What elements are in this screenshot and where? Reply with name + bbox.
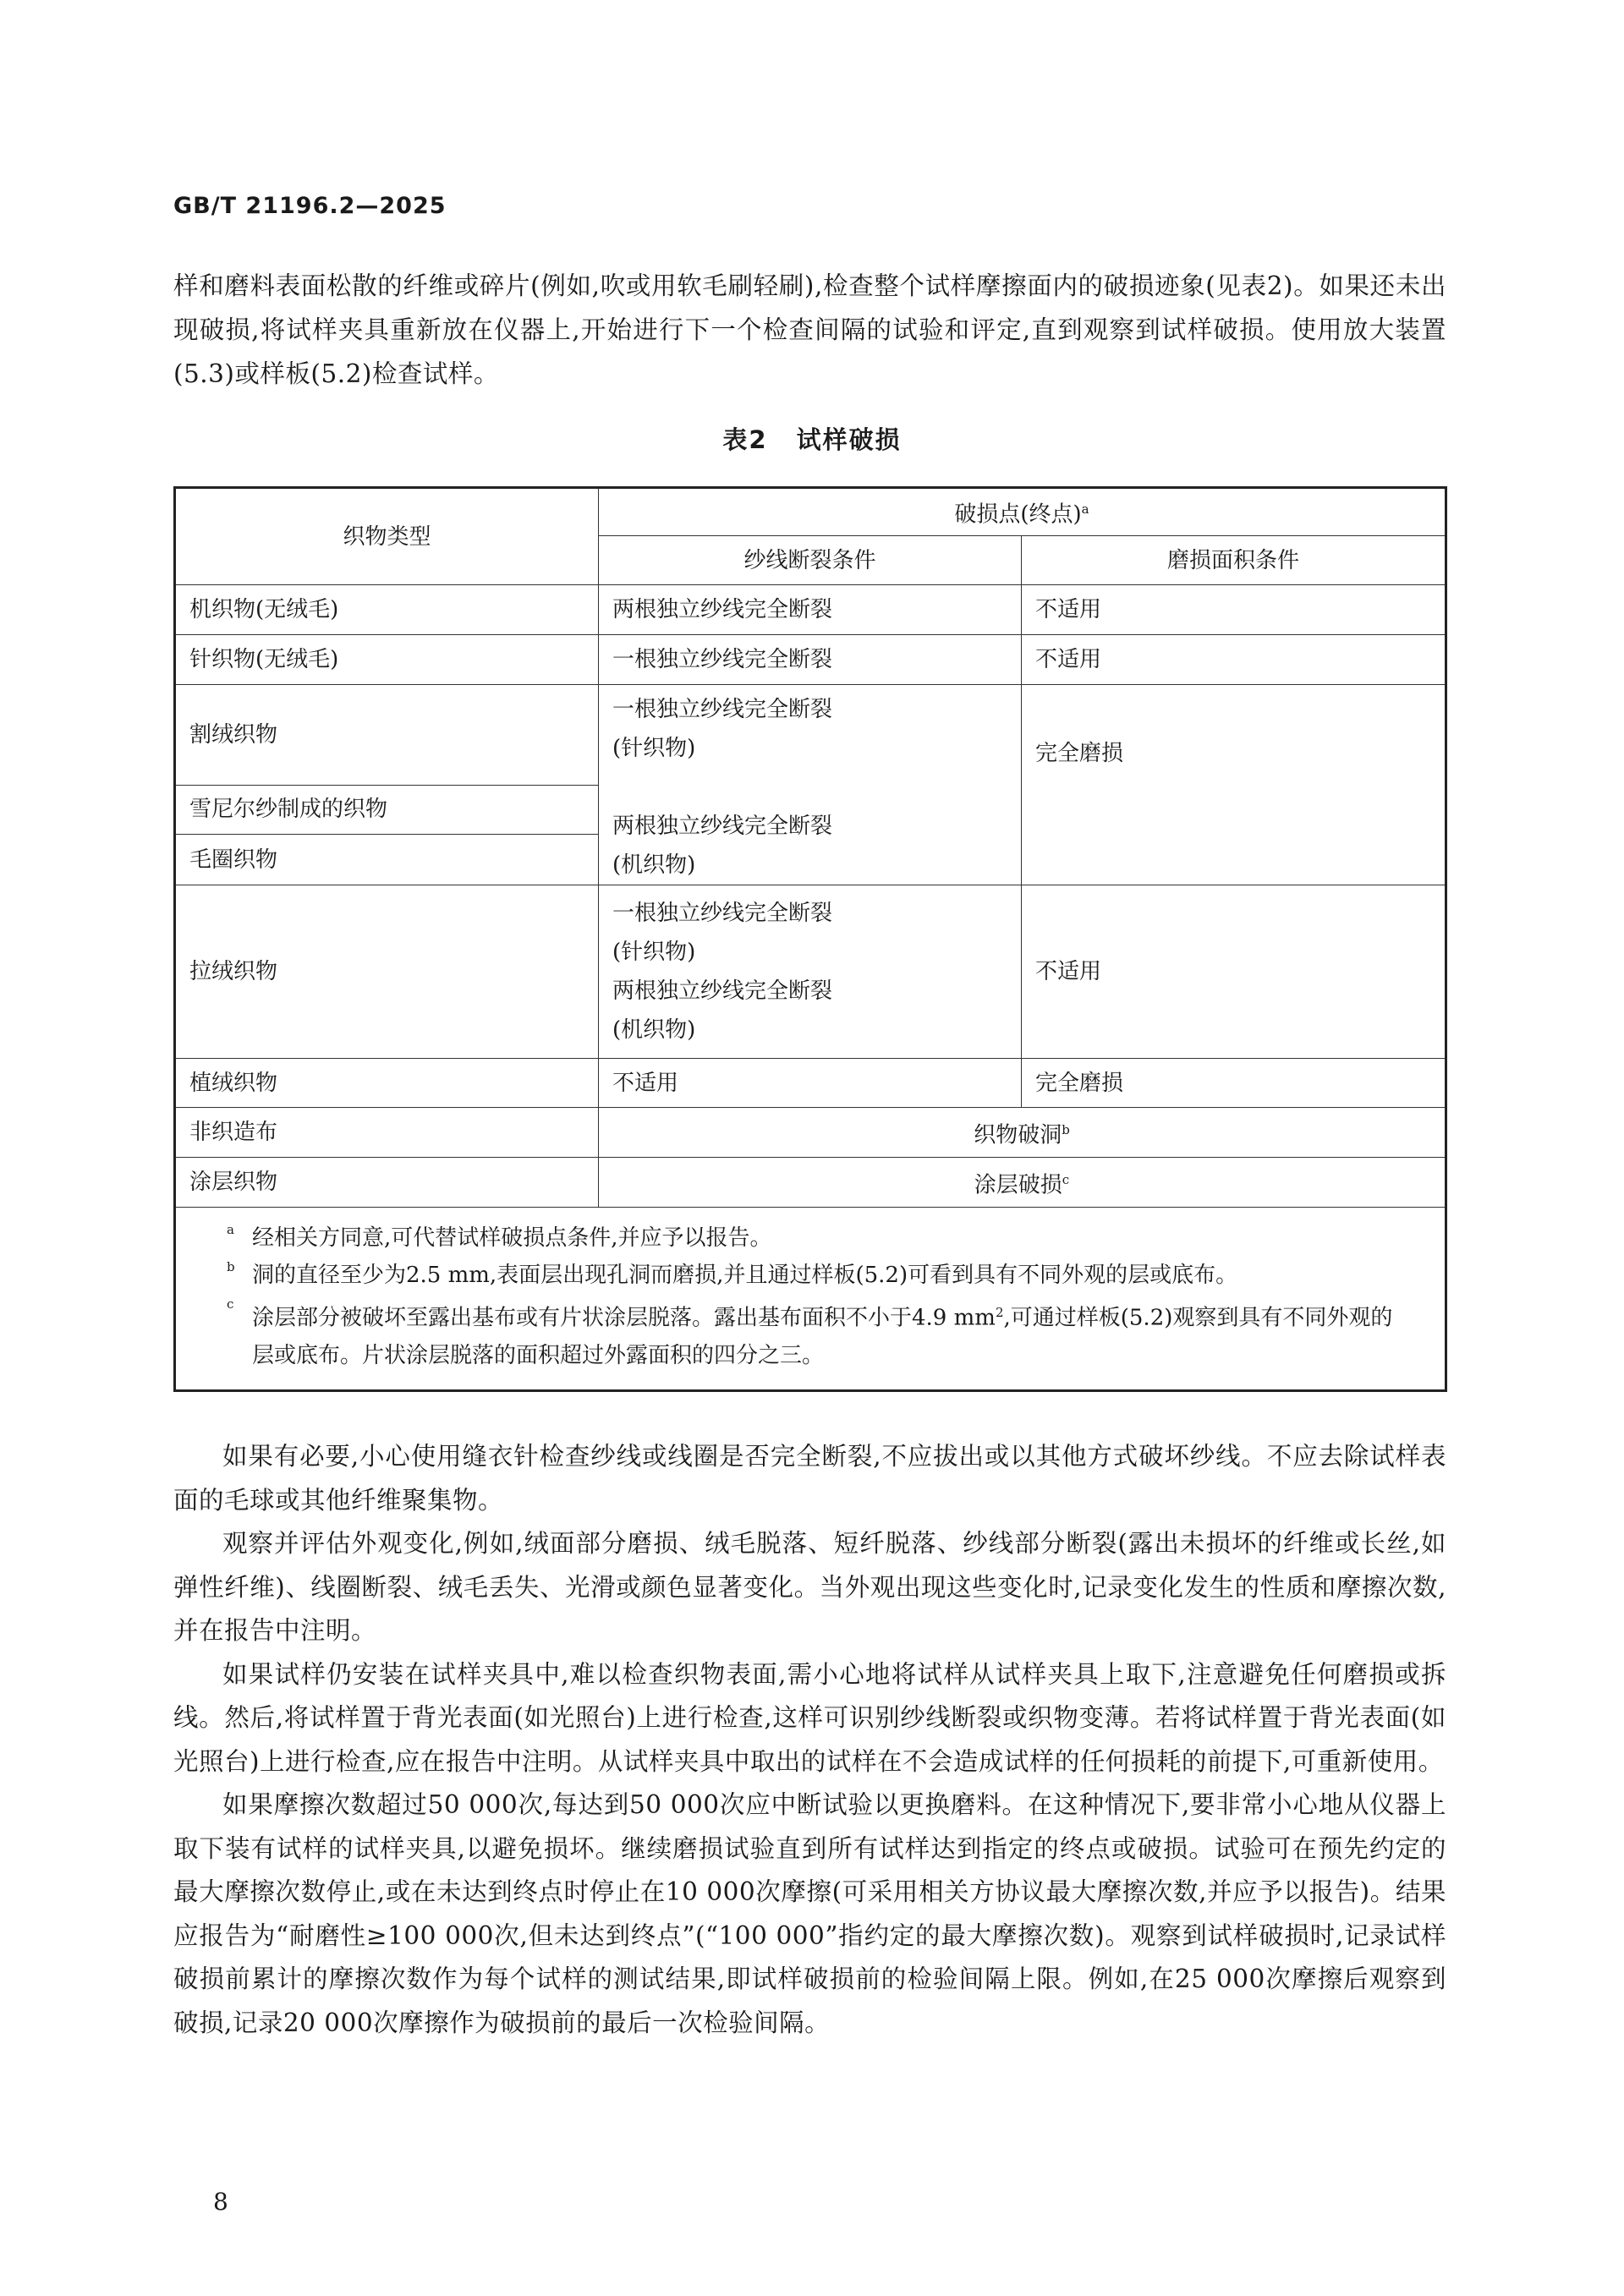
table-row <box>175 885 1446 1059</box>
intro-text: 样和磨料表面松散的纤维或碎片(例如,吹或用软毛刷轻刷),检查整个试样摩擦面内的破损迹象(见表2)。如果还未出现破损,将试样夹具重新放在仪器上,开始进行下一个检查间隔的试验和评定,直到观察到试样破损。使用放大装置(5.3)或样板(5.2)检查试样。 <box>173 271 1446 388</box>
page-number: 8 <box>213 2188 228 2216</box>
fabric-type-cell: 毛圈织物 <box>175 835 599 885</box>
yarn-break-cell: 不适用 <box>599 1059 1022 1108</box>
yarn-break-cell: 两根独立纱线完全断裂 <box>599 585 1022 635</box>
yarn-break-cell: 一根独立纱线完全断裂 <box>599 635 1022 685</box>
fabric-type-cell: 割绒织物 <box>175 685 599 786</box>
table-row <box>175 1108 1446 1158</box>
yarn-break-cell: 一根独立纱线完全断裂 (针织物) 两根独立纱线完全断裂 (机织物) <box>599 885 1022 1059</box>
wear-area-cell: 不适用 <box>1022 585 1446 635</box>
table-row <box>175 585 1446 635</box>
fabric-type-cell: 雪尼尔纱制成的织物 <box>175 785 599 835</box>
table-footnotes <box>175 1208 1446 1391</box>
table-row <box>175 1158 1446 1208</box>
table-caption: 试样破损 <box>796 425 902 454</box>
table-row <box>175 1059 1446 1108</box>
table-title <box>0 421 1624 456</box>
specimen-breakdown-table <box>173 486 1447 1392</box>
paragraph: 观察并评估外观变化,例如,绒面部分磨损、绒毛脱落、短纤脱落、纱线部分断裂(露出未损坏的纤维或长丝,如弹性纤维)、线圈断裂、绒毛丢失、光滑或颜色显著变化。当外观出现这些变化时,记录变化发生的性质和摩擦次数,并在报告中注明。 <box>173 1529 1446 1645</box>
footnote-ref-c: c <box>1062 1171 1070 1187</box>
breakpoint-merged-cell: 涂层破损$^c$ <box>599 1158 1446 1208</box>
paragraph: 如果有必要,小心使用缝衣针检查纱线或线圈是否完全断裂,不应拔出或以其他方式破坏纱线。不应去除试样表面的毛球或其他纤维聚集物。 <box>173 1442 1446 1515</box>
table-number: 表2 <box>722 425 768 454</box>
fabric-type-cell: 拉绒织物 <box>175 885 599 1059</box>
wear-area-cell: 不适用 <box>1022 635 1446 685</box>
fabric-type-cell: 机织物(无绒毛) <box>175 585 599 635</box>
footnote-ref-a: a <box>1081 501 1089 518</box>
breakpoint-merged-cell: 织物破洞$^b$ <box>599 1108 1446 1158</box>
table-row <box>175 635 1446 685</box>
paragraph: 如果摩擦次数超过50 000次,每达到50 000次应中断试验以更换磨料。在这种情况下,要非常小心地从仪器上取下装有试样的试样夹具,以避免损坏。继续磨损试验直到所有试样达到指定的终点或破损。试验可在预先约定的最大摩擦次数停止,或在未达到终点时停止在10 000次摩擦(可采用相关方协议最大摩擦次数,并应予以报告)。结果应报告为“耐磨性≥100 000次,但未达到终点”(“100 000”指约定的最大摩擦次数)。观察到试样破损时,记录试样破损前累计的摩擦次数作为每个试样的测试结果,即试样破损前的检验间隔上限。例如,在25 000次摩擦后观察到破损,记录20 000次摩擦作为破损前的最后一次检验间隔。 <box>173 1790 1446 2037</box>
fabric-type-cell: 非织造布 <box>175 1108 599 1158</box>
footnote-c: c 涂层部分被破坏至露出基布或有片状涂层脱落。露出基布面积不小于4.9 $mm^2$,可通过样板(5.2)观察到具有不同外观的层或底布。片状涂层脱落的面积超过外露面积的四分之三。 <box>227 1296 1393 1368</box>
fabric-type-cell: 针织物(无绒毛) <box>175 635 599 685</box>
wear-area-cell: 完全磨损 <box>1022 1059 1446 1108</box>
yarn-break-cell: 一根独立纱线完全断裂 (针织物) 两根独立纱线完全断裂 (机织物) <box>599 685 1022 885</box>
fabric-type-cell: 涂层织物 <box>175 1158 599 1208</box>
wear-area-cell: 完全磨损 <box>1022 685 1446 885</box>
body-text <box>173 1435 1446 2045</box>
table-notes-row <box>175 1208 1446 1391</box>
table-row <box>175 685 1446 786</box>
col-header-fabric-type: 织物类型 <box>175 488 599 585</box>
fabric-type-cell: 植绒织物 <box>175 1059 599 1108</box>
col-header-yarn-break: 纱线断裂条件 <box>599 536 1022 585</box>
standard-number: GB/T 21196.2—2025 <box>173 193 447 219</box>
footnote-a: a 经相关方同意,可代替试样破损点条件,并应予以报告。 <box>227 1222 772 1251</box>
col-header-wear-area: 磨损面积条件 <box>1022 536 1446 585</box>
paragraph: 如果试样仍安装在试样夹具中,难以检查织物表面,需小心地将试样从试样夹具上取下,注意避免任何磨损或拆线。然后,将试样置于背光表面(如光照台)上进行检查,这样可识别纱线断裂或织物变薄。若将试样置于背光表面(如光照台)上进行检查,应在报告中注明。从试样夹具中取出的试样在不会造成试样的任何损耗的前提下,可重新使用。 <box>173 1659 1446 1776</box>
footnote-b: b 洞的直径至少为2.5 mm,表面层出现孔洞而磨损,并且通过样板(5.2)可看到具有不同外观的层或底布。 <box>227 1259 1238 1288</box>
footnote-ref-b: b <box>1062 1121 1070 1137</box>
wear-area-cell: 不适用 <box>1022 885 1446 1059</box>
col-header-breakpoint: 破损点(终点)$^a$ <box>599 488 1446 536</box>
intro-paragraph <box>173 264 1446 396</box>
